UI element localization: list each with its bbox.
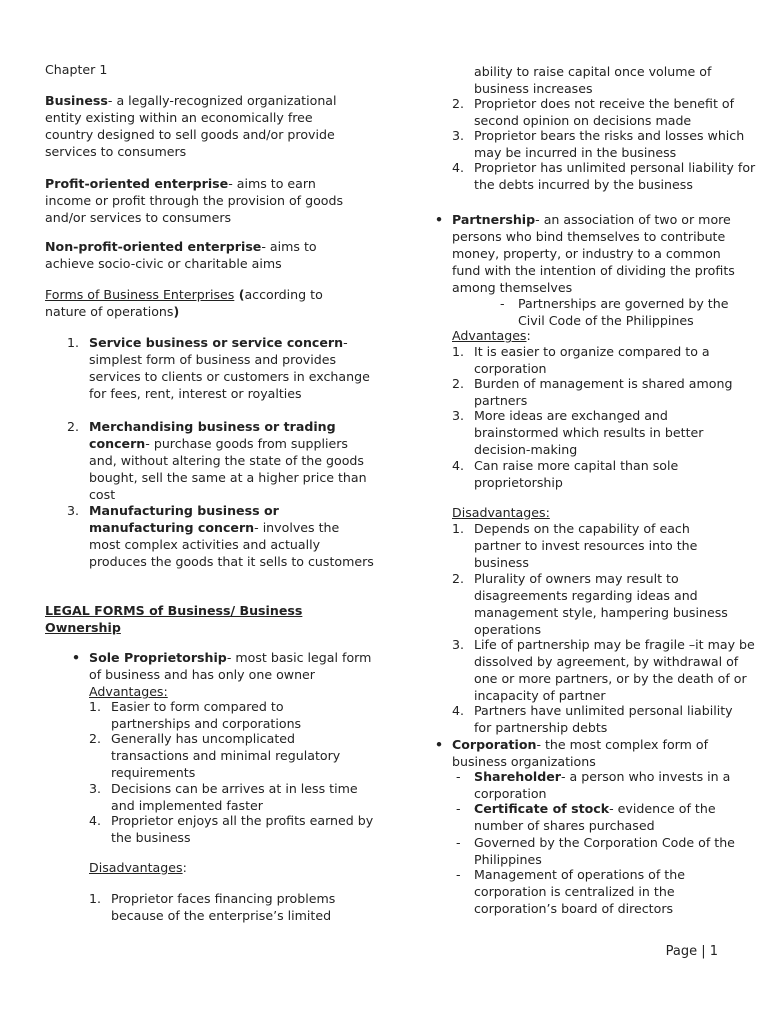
list-item: 3. Decisions can be arrives at in less time and implemented faster [89,781,358,813]
partnership: • Partnership- an association of two or more persons who bind themselves to contribute money, property, or industry to a common fund with the intention of dividing the profits among themselves [435,212,735,295]
list-item: 2. Plurality of owners may result to disagreements regarding ideas and management style, hampering business operations [452,571,728,637]
list-item: 2. Generally has uncomplicated transactions and minimal regulatory requirements [89,731,341,780]
sole-dis1-continued: ability to raise capital once volume of business increases [474,64,712,96]
list-item: 1. Proprietor faces financing problems because of the enterprise’s limited [89,891,336,923]
def-profit-oriented: Profit-oriented enterprise- aims to earn income or profit through the provision of goods and/or services to consumers [45,176,344,225]
def-business: Business- a legally-recognized organizational entity existing within an economically free country designed to sell goods and/or provide services to consumers [45,93,337,159]
list-item: - Management of operations of the corporation is centralized in the corporation’s board of directors [456,867,685,916]
page-number: Page | 1 [665,944,718,959]
list-item: 3. Manufacturing business or manufacturing concern- involves the most complex activities and actually produces the goods that it sells to customers [67,503,374,569]
list-item: 3. Life of partnership may be fragile –it may be dissolved by agreement, by withdrawal of one or more partners, or by the death of or incapacity of partner [452,637,755,703]
list-item: 4. Proprietor enjoys all the profits earned by the business [89,813,374,845]
corporation: • Corporation- the most complex form of business organizations [435,737,709,769]
list-item: 4. Proprietor has unlimited personal liability for the debts incurred by the business [452,160,756,192]
partnership-advantages-label: Advantages: [452,328,531,343]
list-item: 4. Can raise more capital than sole proprietorship [452,458,679,490]
sole-advantages-label: Advantages: [89,684,168,699]
sole-disadvantages-label: Disadvantages: [89,860,187,875]
chapter-title: Chapter 1 [45,62,108,77]
list-item: 2. Proprietor does not receive the benefit of second opinion on decisions made [452,96,735,128]
partnership-disadvantages-label: Disadvantages: [452,505,550,520]
sole-proprietorship: • Sole Proprietorship- most basic legal form of business and has only one owner [72,650,372,682]
def-non-profit: Non-profit-oriented enterprise- aims to achieve socio-civic or charitable aims [45,239,317,271]
list-item: - Shareholder- a person who invests in a corporation [456,769,731,801]
list-item: 4. Partners have unlimited personal liability for partnership debts [452,703,733,735]
list-item: 3. More ideas are exchanged and brainstormed which results in better decision-making [452,408,704,457]
list-item: 1. Service business or service concern- simplest form of business and provides services to clients or customers in exchange for fees, rent, interest or royalties [67,335,370,401]
list-item: - Governed by the Corporation Code of the Philippines [456,835,735,867]
list-item: 2. Merchandising business or trading concern- purchase goods from suppliers and, without altering the state of the goods bought, sell the same at a higher price than cost [67,419,367,502]
legal-forms-heading: LEGAL FORMS of Business/ Business Ownership [45,603,303,635]
list-item: - Certificate of stock- evidence of the number of shares purchased [456,801,716,833]
forms-heading: Forms of Business Enterprises (according to nature of operations) [45,287,323,319]
list-item: 1. It is easier to organize compared to a corporation [452,344,710,376]
list-item: 1. Easier to form compared to partnerships and corporations [89,699,302,731]
list-item: 1. Depends on the capability of each partner to invest resources into the business [452,521,698,570]
partnership-civil-code: - Partnerships are governed by the Civil Code of the Philippines [500,296,729,328]
list-item: 2. Burden of management is shared among partners [452,376,733,408]
list-item: 3. Proprietor bears the risks and losses which may be incurred in the business [452,128,745,160]
